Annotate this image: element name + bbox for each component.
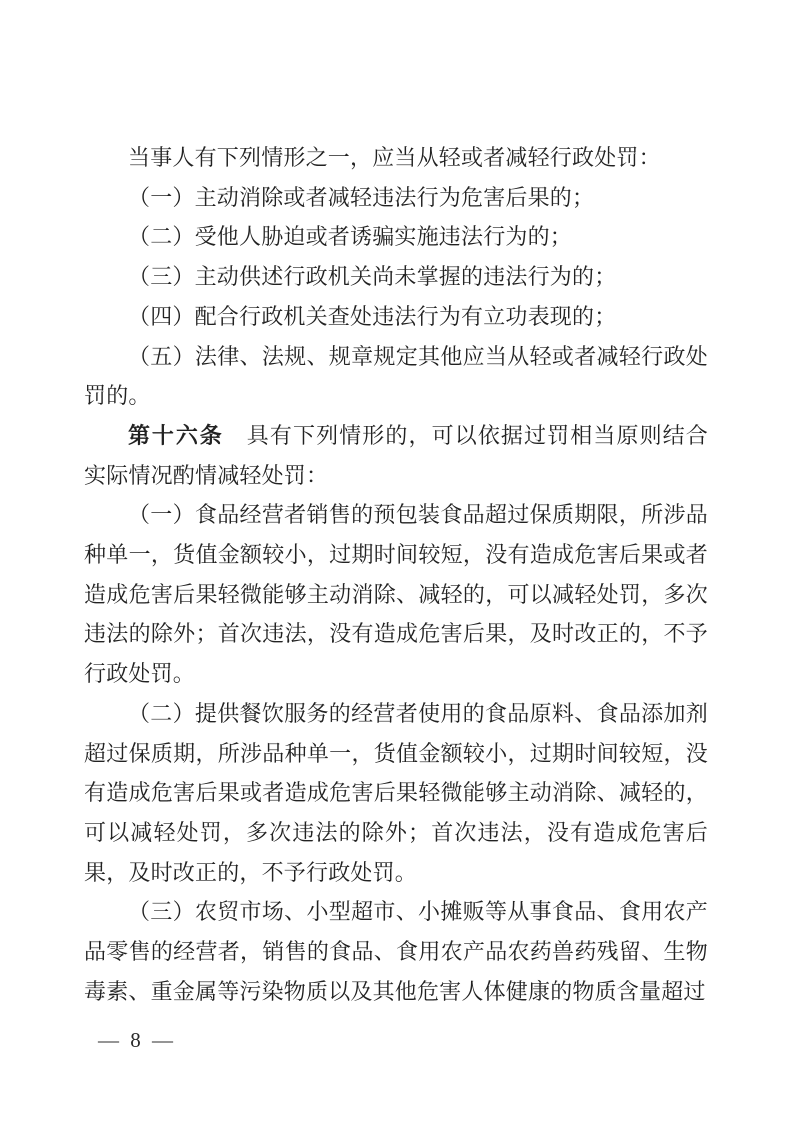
article-number: 第十六条	[128, 422, 224, 448]
article-16-paragraph	[84, 416, 708, 495]
list-item-2: （二）受他人胁迫或者诱骗实施违法行为的；	[128, 224, 573, 250]
article-16-item-3: （三）农贸市场、小型超市、小摊贩等从事食品、食用农产品零售的经营者，销售的食品、食用农产品农药兽药残留、生物毒素、重金属等污染物质以及其他危害人体健康的物质含量超过	[84, 899, 708, 1004]
list-item-1: （一）主动消除或者减轻违法行为危害后果的；	[128, 184, 595, 210]
paragraph-intro: 当事人有下列情形之一，应当从轻或者减轻行政处罚：	[128, 145, 661, 170]
list-item-4: （四）配合行政机关查处违法行为有立功表现的；	[128, 303, 617, 329]
page-number: — 8 —	[98, 1028, 176, 1052]
article-16-text: 具有下列情形的，可以依据过罚相当原则结合实际情况酌情减轻处罚：	[84, 422, 708, 488]
list-item-5: （五）法律、法规、规章规定其他应当从轻或者减轻行政处罚的。	[84, 343, 708, 409]
document-text-block	[84, 138, 708, 1011]
article-16-item-2: （二）提供餐饮服务的经营者使用的食品原料、食品添加剂超过保质期，所涉品种单一，货值金额较小，过期时间较短，没有造成危害后果或者造成危害后果轻微能够主动消除、减轻的，可以减轻处罚，多次违法的除外；首次违法，没有造成危害后果，及时改正的，不予行政处罚。	[84, 700, 708, 885]
list-item-3: （三）主动供述行政机关尚未掌握的违法行为的；	[128, 264, 617, 290]
article-16-item-1: （一）食品经营者销售的预包装食品超过保质期限，所涉品种单一，货值金额较小，过期时间较短，没有造成危害后果或者造成危害后果轻微能够主动消除、减轻的，可以减轻处罚，多次违法的除外；首次违法，没有造成危害后果，及时改正的，不予行政处罚。	[84, 502, 708, 687]
